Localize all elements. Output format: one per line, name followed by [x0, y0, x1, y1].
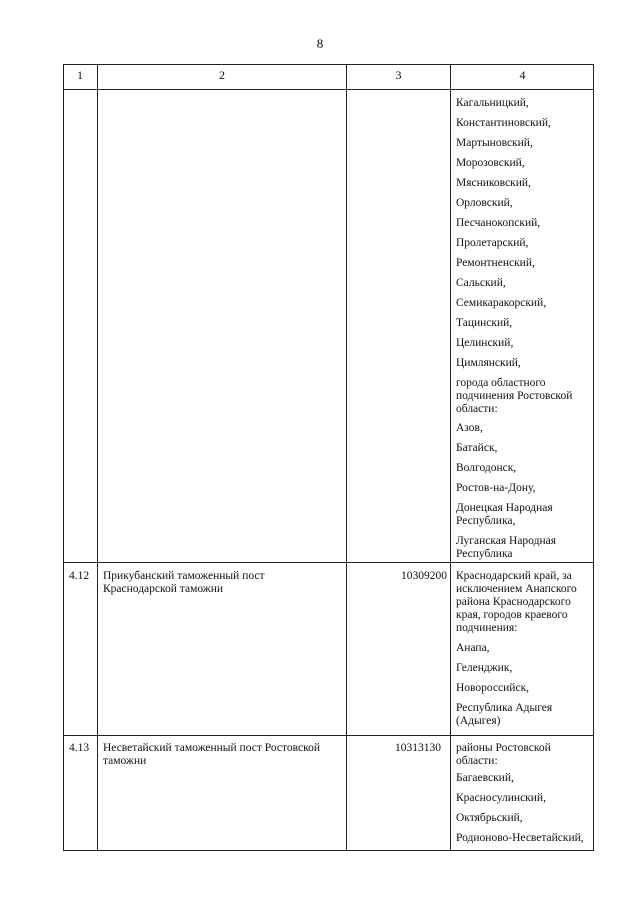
customs-post-name: Прикубанский таможенный пост Краснодарской таможни [103, 570, 265, 595]
territory-item: Октябрьский, [456, 812, 523, 824]
row-number: 4.13 [69, 742, 90, 754]
territory-item: Краснодарский край, за исключением Анапского района Краснодарского края, городов краевого подчинения: [456, 570, 577, 634]
customs-post-code: 10313130 [395, 742, 441, 754]
territory-item: Азов, [456, 422, 483, 434]
row-number: 4.12 [69, 570, 90, 582]
header-col-4: 4 [519, 68, 526, 82]
territory-item: Республика Адыгея (Адыгея) [456, 702, 553, 727]
territory-item: Мясниковский, [456, 177, 531, 189]
territory-item: Красносулинский, [456, 792, 546, 804]
territory-item: Целинский, [456, 337, 514, 349]
territory-item: Родионово-Несветайский, [456, 832, 584, 844]
header-col-2: 2 [219, 68, 225, 82]
territory-item: Ростов-на-Дону, [456, 482, 536, 494]
header-col-3: 3 [395, 68, 402, 82]
territory-item: Новороссийск, [456, 682, 530, 694]
territory-item: Морозовский, [456, 157, 525, 169]
territory-item: Кагальницкий, [456, 97, 529, 109]
territory-item: Константиновский, [456, 117, 551, 129]
customs-post-code: 10309200 [401, 570, 447, 582]
territory-item: Пролетарский, [456, 237, 529, 249]
territory-item: Орловский, [456, 197, 513, 209]
territory-item: Анапа, [456, 642, 490, 654]
territory-item: города областного подчинения Ростовской области: [456, 377, 573, 415]
territory-item: Мартыновский, [456, 137, 533, 149]
territory-item: Луганская Народная Республика [456, 535, 557, 560]
header-col-1: 1 [77, 68, 83, 82]
territory-item: районы Ростовской области: [456, 742, 551, 767]
territory-item: Сальский, [456, 277, 506, 289]
territory-item: Семикаракорский, [456, 297, 547, 309]
territory-item: Батайск, [456, 442, 498, 454]
customs-post-name: Несветайский таможенный пост Ростовской таможни [103, 742, 320, 767]
territory-item: Багаевский, [456, 772, 514, 784]
territory-item: Тацинский, [456, 317, 513, 329]
territory-item: Цимлянский, [456, 357, 521, 369]
territory-item: Донецкая Народная Республика, [456, 502, 553, 527]
territory-item: Песчанокопский, [456, 217, 541, 229]
data-table [63, 64, 594, 851]
territory-item: Волгодонск, [456, 462, 517, 474]
page-number: 8 [316, 36, 324, 51]
territory-item: Геленджик, [456, 662, 513, 674]
territory-item: Ремонтненский, [456, 257, 535, 269]
